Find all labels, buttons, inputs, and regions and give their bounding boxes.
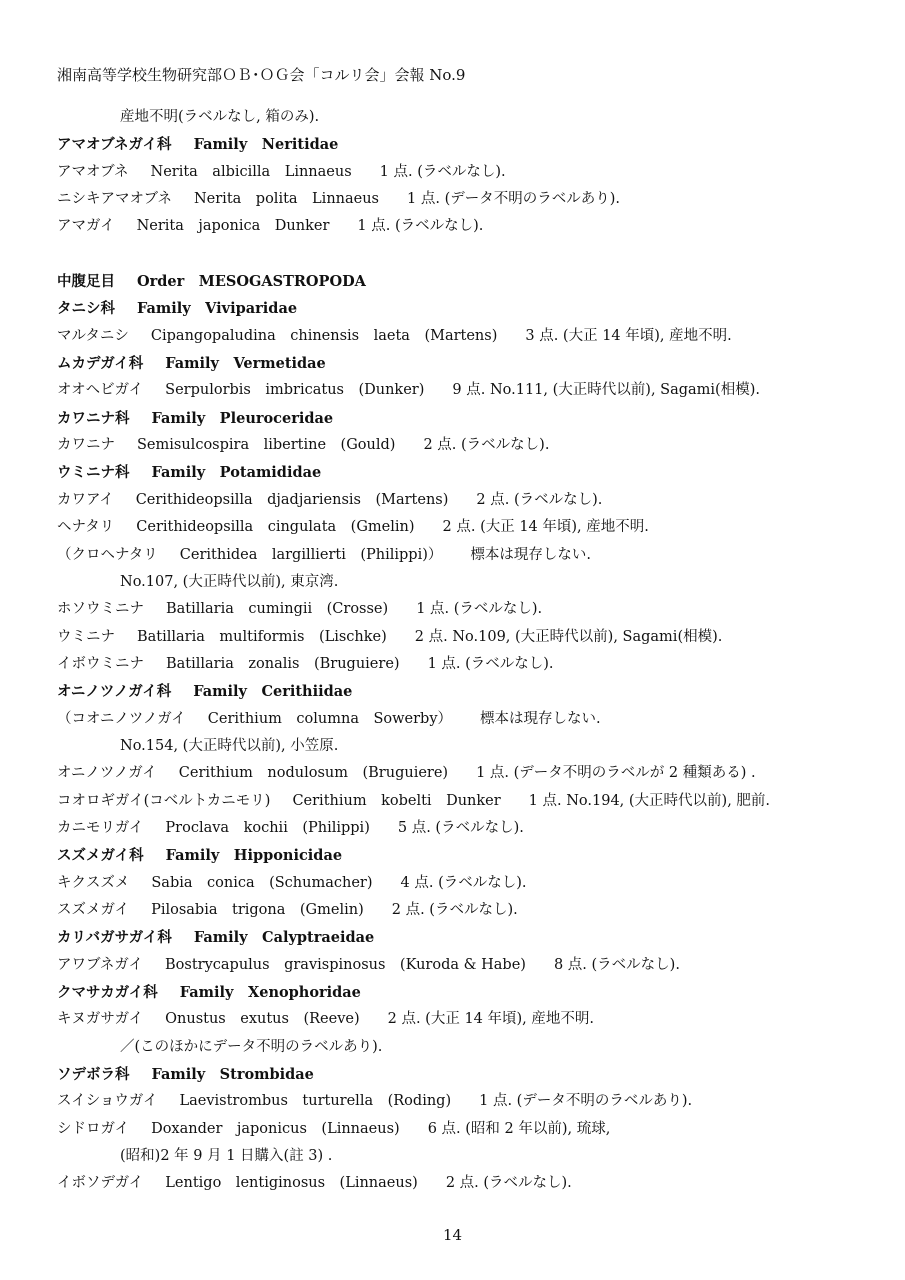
species-entry [57, 213, 877, 240]
taxon-heading [57, 459, 877, 486]
species-scientific-name: Cerithidea largillierti (Philippi)） [179, 546, 443, 563]
taxon-latin-name: Order MESOGASTROPODA [137, 273, 366, 291]
specimen-note: 1 点. (ラベルなし). [357, 218, 484, 235]
taxon-latin-name: Family Calyptraeidae [193, 929, 375, 947]
species-jp-name: ウミニナ [57, 628, 115, 645]
species-entry [57, 159, 877, 186]
species-entry [57, 596, 877, 623]
species-jp-name: イボウミニナ [57, 655, 144, 672]
taxon-heading [57, 350, 877, 377]
species-jp-name: ヘナタリ [57, 519, 115, 536]
taxon-latin-name: Family Neritidae [193, 136, 339, 154]
species-jp-name: カワアイ [57, 491, 114, 508]
taxon-heading [57, 678, 877, 705]
species-entry [57, 624, 877, 651]
specimen-note: 4 点. (ラベルなし). [400, 874, 527, 891]
continuation-line: ／(このほかにデータ不明のラベルあり). [120, 1038, 383, 1055]
taxon-jp-name: クマサカガイ科 [57, 984, 158, 1001]
species-entry [57, 788, 877, 815]
specimen-note: 2 点. (ラベルなし). [476, 491, 603, 508]
species-entry [57, 487, 877, 514]
species-scientific-name: Proclava kochii (Philippi) [165, 819, 370, 836]
species-jp-name: アワブネガイ [57, 956, 143, 973]
page-number: 14 [442, 1226, 463, 1244]
species-jp-name: マルタニシ [57, 327, 129, 344]
species-scientific-name: Pilosabia trigona (Gmelin) [151, 901, 364, 918]
taxon-heading [57, 405, 877, 432]
taxon-jp-name: 中腹足目 [57, 273, 115, 291]
species-jp-name: （コオニノツノガイ [57, 710, 186, 727]
taxon-jp-name: カワニナ科 [57, 409, 130, 427]
species-scientific-name: Batillaria multiformis (Lischke) [137, 628, 387, 645]
species-entry [57, 1116, 877, 1143]
taxon-latin-name: Family Viviparidae [137, 300, 298, 318]
taxon-jp-name: ソデボラ科 [57, 1066, 130, 1084]
taxon-jp-name: カリバガサガイ科 [57, 929, 172, 947]
species-jp-name: ニシキアマオブネ [57, 191, 172, 208]
species-entry [57, 186, 877, 213]
specimen-note: 1 点. (ラベルなし). [379, 163, 506, 180]
blank-line [57, 241, 877, 268]
species-scientific-name: Cerithideopsilla djadjariensis (Martens) [135, 491, 449, 508]
taxon-heading [57, 924, 877, 951]
specimen-note: 2 点. No.109, (大正時代以前), Sagami(相模). [414, 628, 723, 645]
taxon-latin-name: Family Hipponicidae [165, 847, 343, 865]
species-entry [57, 651, 877, 678]
specimen-note: 5 点. (ラベルなし). [397, 819, 524, 836]
species-jp-name: アマガイ [57, 218, 115, 235]
taxon-latin-name: Family Cerithiidae [193, 683, 353, 701]
taxon-heading [57, 131, 877, 158]
specimen-note: 8 点. (ラベルなし). [553, 956, 680, 973]
specimen-note: 6 点. (昭和 2 年以前), 琉球, [427, 1120, 611, 1137]
continuation-line: 産地不明(ラベルなし, 箱のみ). [120, 109, 320, 125]
taxon-heading [57, 842, 877, 869]
species-entry [57, 323, 877, 350]
species-scientific-name: Laevistrombus turturella (Roding) [179, 1093, 452, 1110]
page-header: 湘南高等学校生物研究部ＯＢ･ＯＧ会「コルリ会」会報 No.9 [57, 66, 466, 84]
species-jp-name: スイショウガイ [57, 1093, 158, 1110]
species-jp-name: （クロヘナタリ [57, 546, 158, 563]
species-jp-name: オオヘビガイ [57, 382, 144, 399]
taxon-latin-name: Family Pleuroceridae [151, 409, 334, 427]
taxon-latin-name: Family Xenophoridae [179, 984, 361, 1001]
species-scientific-name: Cipangopaludina chinensis laeta (Martens) [150, 327, 498, 344]
species-scientific-name: Serpulorbis imbricatus (Dunker) [165, 382, 425, 399]
species-jp-name: カワニナ [57, 437, 115, 454]
species-entry [57, 815, 877, 842]
species-jp-name: シドロガイ [57, 1120, 130, 1137]
specimen-note: 2 点. (大正 14 年頃), 産地不明. [387, 1011, 594, 1028]
taxon-heading [57, 979, 877, 1006]
taxon-latin-name: Family Vermetidae [165, 355, 326, 373]
continuation-line: No.107, (大正時代以前), 東京湾. [120, 573, 339, 590]
specimen-note: 3 点. (大正 14 年頃), 産地不明. [525, 327, 732, 344]
specimen-note: 1 点. (ラベルなし). [416, 601, 543, 618]
species-scientific-name: Sabia conica (Schumacher) [151, 874, 373, 891]
species-entry [57, 760, 877, 787]
specimen-note: 2 点. (ラベルなし). [423, 437, 550, 454]
continuation-line: No.154, (大正時代以前), 小笠原. [120, 737, 339, 754]
specimen-note: 1 点. (ラベルなし). [427, 655, 554, 672]
specimen-note: 2 点. (ラベルなし). [445, 1175, 572, 1192]
species-scientific-name: Nerita polita Linnaeus [193, 191, 380, 208]
species-scientific-name: Lentigo lentiginosus (Linnaeus) [165, 1175, 418, 1192]
specimen-note: 1 点. No.194, (大正時代以前), 肥前. [528, 792, 771, 809]
species-jp-name: スズメガイ [57, 901, 130, 918]
taxon-jp-name: スズメガイ科 [57, 847, 144, 865]
species-entry [57, 870, 877, 897]
species-scientific-name: Doxander japonicus (Linnaeus) [151, 1120, 400, 1137]
taxon-latin-name: Family Potamididae [151, 464, 322, 482]
species-entry [57, 377, 877, 404]
species-entry [57, 897, 877, 924]
specimen-note: 2 点. (ラベルなし). [391, 901, 518, 918]
species-jp-name: イボソデガイ [57, 1175, 144, 1192]
species-jp-name: カニモリガイ [57, 819, 144, 836]
species-scientific-name: Nerita albicilla Linnaeus [150, 163, 352, 180]
continuation-line: (昭和)2 年 9 月 1 日購入(註 3) . [120, 1148, 333, 1165]
taxon-jp-name: オニノツノガイ科 [57, 683, 172, 701]
taxon-jp-name: タニシ科 [57, 300, 115, 318]
species-scientific-name: Semisulcospira libertine (Gould) [137, 437, 396, 454]
document-body [57, 104, 877, 1198]
species-entry [57, 514, 877, 541]
species-entry [57, 1006, 877, 1033]
specimen-note: 標本は現存しない. [470, 546, 591, 563]
taxon-jp-name: ムカデガイ科 [57, 355, 144, 373]
specimen-note: 1 点. (データ不明のラベルあり). [407, 191, 620, 208]
species-scientific-name: Cerithium columna Sowerby） [207, 710, 453, 727]
species-scientific-name: Cerithideopsilla cingulata (Gmelin) [136, 519, 415, 536]
species-jp-name: アマオブネ [57, 163, 129, 180]
specimen-note: 標本は現存しない. [480, 710, 601, 727]
species-entry [57, 432, 877, 459]
specimen-note: 2 点. (大正 14 年頃), 産地不明. [442, 519, 649, 536]
taxon-heading [57, 295, 877, 322]
specimen-note: 9 点. No.111, (大正時代以前), Sagami(相模). [452, 382, 760, 399]
species-scientific-name: Nerita japonica Dunker [136, 218, 330, 235]
taxon-jp-name: ウミニナ科 [57, 464, 130, 482]
species-entry [57, 1088, 877, 1115]
species-scientific-name: Cerithium nodulosum (Bruguiere) [178, 765, 449, 782]
species-scientific-name: Cerithium kobelti Dunker [292, 792, 501, 809]
species-jp-name: オニノツノガイ [57, 765, 157, 782]
taxon-heading [57, 1061, 877, 1088]
species-scientific-name: Batillaria cumingii (Crosse) [166, 601, 389, 618]
species-jp-name: キクスズメ [57, 874, 130, 891]
species-entry [57, 542, 877, 569]
species-scientific-name: Onustus exutus (Reeve) [165, 1011, 360, 1028]
species-entry [57, 952, 877, 979]
species-jp-name: ホソウミニナ [57, 601, 144, 618]
specimen-note: 1 点. (データ不明のラベルあり). [479, 1093, 693, 1110]
taxon-latin-name: Family Strombidae [151, 1066, 314, 1084]
species-entry [57, 1170, 877, 1197]
specimen-note: 1 点. (データ不明のラベルが 2 種類ある) . [476, 765, 756, 782]
taxon-heading [57, 268, 877, 295]
taxon-jp-name: アマオブネガイ科 [57, 136, 172, 154]
species-jp-name: キヌガサガイ [57, 1011, 144, 1028]
species-scientific-name: Batillaria zonalis (Bruguiere) [166, 655, 400, 672]
species-entry [57, 706, 877, 733]
species-scientific-name: Bostrycapulus gravispinosus (Kuroda & Habe) [165, 956, 526, 973]
species-jp-name: コオロギガイ(コベルトカニモリ) [57, 792, 271, 809]
